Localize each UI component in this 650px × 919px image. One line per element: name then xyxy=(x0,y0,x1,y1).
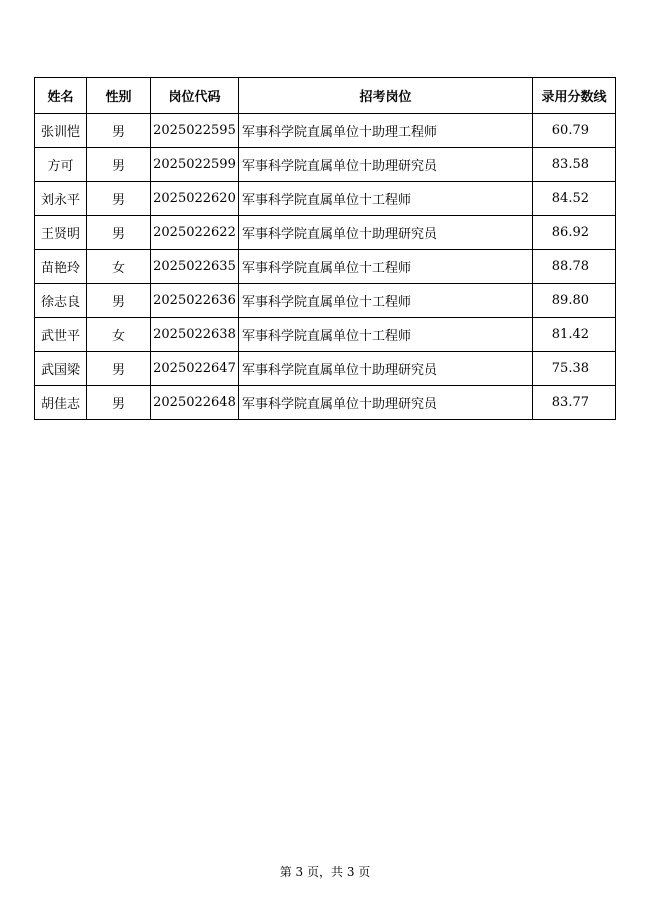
cell-name: 武国梁 xyxy=(35,352,87,386)
cell-position: 军事科学院直属单位十工程师 xyxy=(239,250,533,284)
cell-position-code: 2025022647 xyxy=(151,352,239,386)
cell-score: 86.92 xyxy=(533,216,616,250)
table-row xyxy=(35,216,616,250)
cell-position: 军事科学院直属单位十助理工程师 xyxy=(239,114,533,148)
cell-position-code: 2025022635 xyxy=(151,250,239,284)
cell-name: 王贤明 xyxy=(35,216,87,250)
cell-gender: 男 xyxy=(87,216,151,250)
cell-score: 81.42 xyxy=(533,318,616,352)
cell-position-code: 2025022595 xyxy=(151,114,239,148)
table-row xyxy=(35,148,616,182)
cell-gender: 男 xyxy=(87,284,151,318)
cell-position: 军事科学院直属单位十助理研究员 xyxy=(239,216,533,250)
table-row xyxy=(35,250,616,284)
cell-position: 军事科学院直属单位十工程师 xyxy=(239,182,533,216)
cell-name: 徐志良 xyxy=(35,284,87,318)
score-table xyxy=(34,77,616,420)
header-name: 姓名 xyxy=(35,78,87,114)
cell-position-code: 2025022622 xyxy=(151,216,239,250)
cell-gender: 男 xyxy=(87,352,151,386)
header-gender: 性别 xyxy=(87,78,151,114)
cell-position-code: 2025022638 xyxy=(151,318,239,352)
page-footer: 第 3 页，共 3 页 xyxy=(279,865,371,879)
cell-score: 60.79 xyxy=(533,114,616,148)
cell-name: 苗艳玲 xyxy=(35,250,87,284)
cell-position: 军事科学院直属单位十工程师 xyxy=(239,318,533,352)
cell-position: 军事科学院直属单位十助理研究员 xyxy=(239,148,533,182)
cell-name: 武世平 xyxy=(35,318,87,352)
cell-score: 83.58 xyxy=(533,148,616,182)
table-row xyxy=(35,114,616,148)
cell-gender: 女 xyxy=(87,318,151,352)
header-position: 招考岗位 xyxy=(239,78,533,114)
table-row xyxy=(35,352,616,386)
cell-position-code: 2025022599 xyxy=(151,148,239,182)
cell-position: 军事科学院直属单位十工程师 xyxy=(239,284,533,318)
cell-gender: 女 xyxy=(87,250,151,284)
cell-name: 刘永平 xyxy=(35,182,87,216)
header-score: 录用分数线 xyxy=(533,78,616,114)
cell-score: 88.78 xyxy=(533,250,616,284)
table-body xyxy=(35,114,616,420)
cell-score: 89.80 xyxy=(533,284,616,318)
cell-gender: 男 xyxy=(87,114,151,148)
cell-name: 方可 xyxy=(35,148,87,182)
cell-name: 胡佳志 xyxy=(35,386,87,420)
cell-position-code: 2025022648 xyxy=(151,386,239,420)
table-row xyxy=(35,386,616,420)
cell-gender: 男 xyxy=(87,386,151,420)
cell-name: 张训恺 xyxy=(35,114,87,148)
cell-gender: 男 xyxy=(87,182,151,216)
cell-score: 75.38 xyxy=(533,352,616,386)
table-row xyxy=(35,318,616,352)
header-position-code: 岗位代码 xyxy=(151,78,239,114)
cell-position-code: 2025022636 xyxy=(151,284,239,318)
cell-position-code: 2025022620 xyxy=(151,182,239,216)
table-row xyxy=(35,182,616,216)
cell-score: 84.52 xyxy=(533,182,616,216)
table-row xyxy=(35,284,616,318)
cell-position: 军事科学院直属单位十助理研究员 xyxy=(239,352,533,386)
cell-score: 83.77 xyxy=(533,386,616,420)
cell-gender: 男 xyxy=(87,148,151,182)
cell-position: 军事科学院直属单位十助理研究员 xyxy=(239,386,533,420)
header-row xyxy=(35,78,616,114)
